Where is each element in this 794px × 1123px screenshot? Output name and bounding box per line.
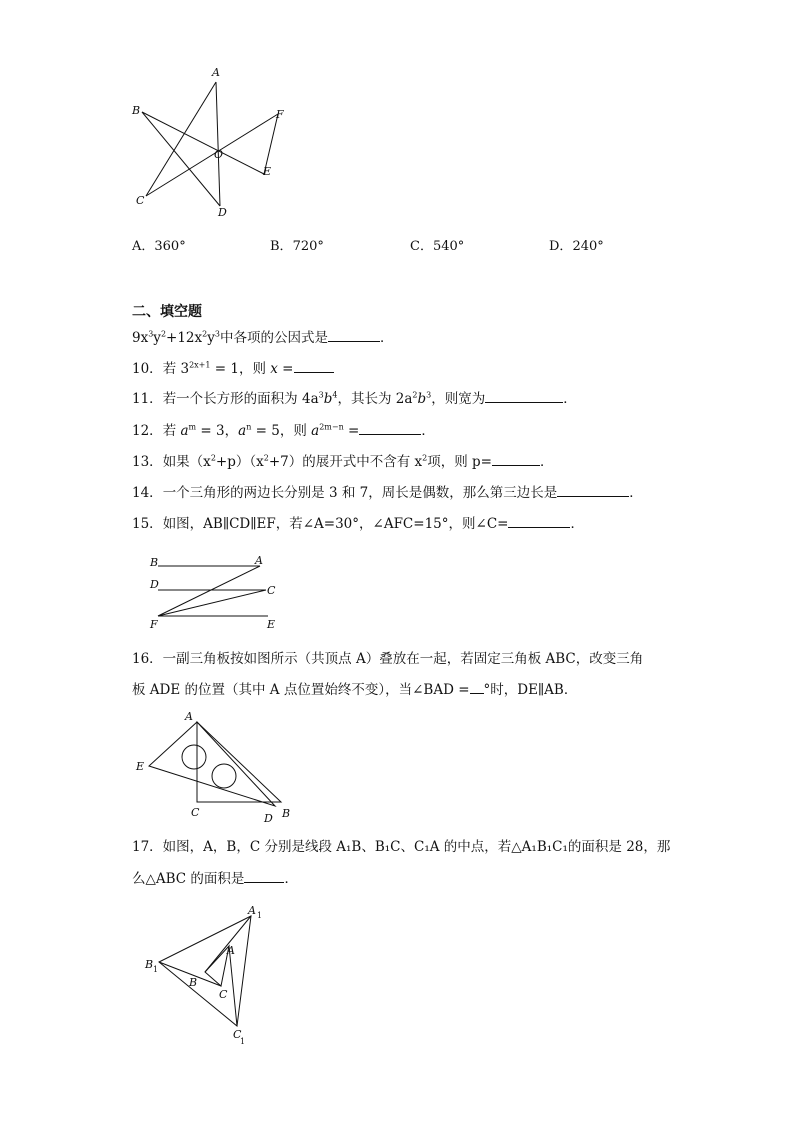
answer-blank	[492, 453, 540, 466]
label-D: D	[150, 578, 159, 591]
label-A: A	[227, 944, 235, 957]
label-E: E	[136, 760, 145, 773]
label-A: A	[185, 710, 193, 723]
choice-b: B．720°	[270, 239, 324, 254]
choice-d: D．240°	[549, 239, 604, 254]
question-17-line2: 么△ABC 的面积是 ．	[132, 871, 298, 887]
label-A1: A	[248, 904, 256, 917]
question-16-line2: 板 ADE 的位置（其中 A 点位置始终不变），当∠BAD = °时，DE∥AB．	[132, 682, 578, 698]
label-B1: B	[145, 958, 154, 971]
label-C: C	[191, 806, 200, 819]
label-D: D	[218, 206, 227, 219]
answer-blank	[294, 360, 334, 373]
section-title: 二、填空题	[132, 304, 202, 320]
label-A: A	[212, 66, 220, 79]
answer-blank	[508, 515, 570, 528]
answer-blank	[359, 422, 421, 435]
label-F: F	[150, 618, 158, 631]
label-O: O	[214, 148, 224, 161]
question-15: 15．如图，AB∥CD∥EF，若∠A=30°，∠AFC=15°，则∠C= ．	[132, 516, 584, 532]
label-D: D	[264, 812, 273, 825]
question-10: 10．若 $3^{2x+1} = 1$，则 x =	[132, 360, 334, 378]
nested-triangles-figure	[143, 902, 273, 1048]
answer-blank	[485, 390, 563, 403]
answer-blank	[470, 681, 484, 694]
question-9: $9x^3y^2+12x^2y^3$中各项的公因式是 ．	[132, 329, 394, 346]
label-F: F	[276, 108, 284, 121]
label-B: B	[150, 556, 159, 569]
label-A: A	[255, 554, 263, 567]
answer-blank	[328, 329, 380, 342]
triangle-rulers-figure	[133, 708, 303, 826]
label-B: B	[189, 976, 198, 989]
question-11: 11．若一个长方形的面积为 $4a^3b^4$，其长为 $2a^2b^3$，则宽为 ．	[132, 390, 577, 407]
question-13: 13．如果$(x^2+p)(x^2+7)$的展开式中不含有 $x^2$项，则 p= ．	[132, 453, 554, 470]
label-C1: C	[233, 1028, 242, 1041]
question-17-line1: 17．如图，A，B，C 分别是线段 A₁B、B₁C、C₁A 的中点，若△A₁B₁C₁的面积是 28，那	[132, 839, 671, 855]
svg-text:1: 1	[257, 911, 263, 920]
choice-c: C．540°	[410, 239, 465, 254]
answer-blank	[244, 870, 284, 883]
question-12: 12．若 $a^m = 3$，$a^n = 5$，则 $a^{2m-n}$ = ．	[132, 422, 435, 439]
label-B: B	[282, 807, 291, 820]
star-figure	[130, 62, 290, 222]
label-E: E	[267, 618, 276, 631]
answer-blank	[557, 484, 629, 497]
question-16-line1: 16．一副三角板按如图所示（共顶点 A）叠放在一起，若固定三角板 ABC，改变三角	[132, 651, 644, 667]
label-C: C	[136, 194, 145, 207]
label-C: C	[267, 584, 276, 597]
choice-a: A．360°	[132, 239, 186, 254]
svg-text:1: 1	[240, 1037, 246, 1046]
label-C: C	[219, 988, 228, 1001]
parallel-lines-figure	[146, 552, 286, 634]
label-B: B	[132, 104, 141, 117]
question-14: 14．一个三角形的两边长分别是 3 和 7，周长是偶数，那么第三边长是 ．	[132, 485, 643, 501]
svg-text:1: 1	[153, 965, 159, 974]
label-E: E	[263, 165, 272, 178]
